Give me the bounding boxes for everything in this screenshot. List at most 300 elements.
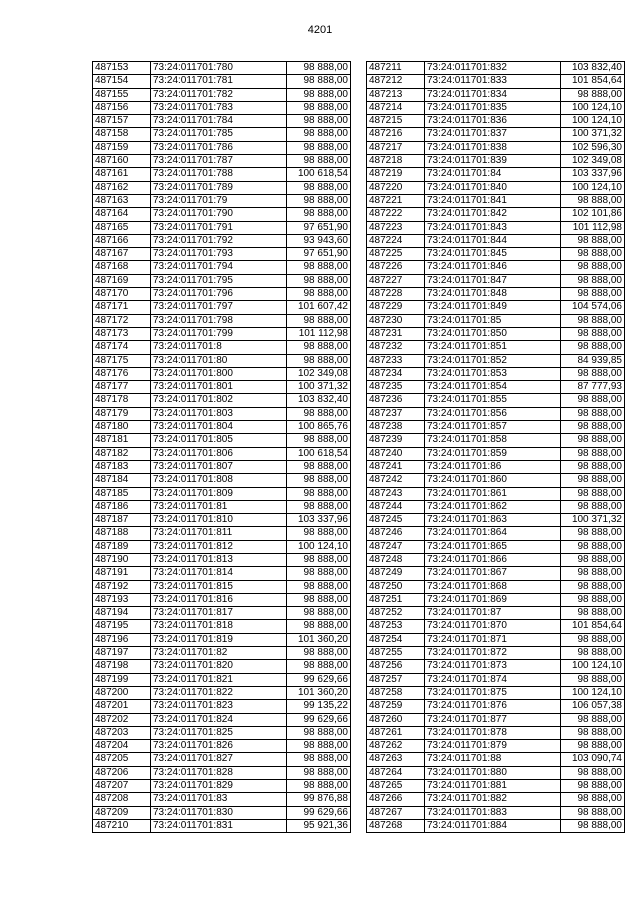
record-number-cell: 487200 [93, 686, 151, 699]
table-row [367, 288, 625, 301]
cadastral-value-cell: 98 888,00 [561, 460, 625, 473]
table-row [367, 314, 625, 327]
cadastral-number-cell: 73:24:011701:814 [151, 567, 287, 580]
cadastral-value-cell: 98 888,00 [287, 88, 351, 101]
record-number-cell: 487266 [367, 793, 425, 806]
cadastral-number-cell: 73:24:011701:830 [151, 806, 287, 819]
cadastral-number-cell: 73:24:011701:863 [425, 514, 561, 527]
cadastral-number-cell: 73:24:011701:840 [425, 181, 561, 194]
cadastral-number-cell: 73:24:011701:794 [151, 261, 287, 274]
table-row [367, 753, 625, 766]
table-row [367, 487, 625, 500]
table-row [367, 686, 625, 699]
cadastral-value-cell: 98 888,00 [561, 806, 625, 819]
record-number-cell: 487187 [93, 514, 151, 527]
cadastral-number-cell: 73:24:011701:838 [425, 141, 561, 154]
table-row [93, 314, 351, 327]
table-row [93, 341, 351, 354]
cadastral-number-cell: 73:24:011701:796 [151, 288, 287, 301]
table-row [93, 301, 351, 314]
record-number-cell: 487229 [367, 301, 425, 314]
cadastral-number-cell: 73:24:011701:803 [151, 407, 287, 420]
table-row [93, 713, 351, 726]
record-number-cell: 487156 [93, 101, 151, 114]
cadastral-value-cell: 98 888,00 [287, 141, 351, 154]
cadastral-value-cell: 98 888,00 [287, 314, 351, 327]
registry-table-right [366, 61, 625, 833]
cadastral-number-cell: 73:24:011701:802 [151, 394, 287, 407]
cadastral-value-cell: 98 888,00 [287, 726, 351, 739]
table-row [367, 88, 625, 101]
cadastral-number-cell: 73:24:011701:850 [425, 327, 561, 340]
table-row [93, 194, 351, 207]
record-number-cell: 487172 [93, 314, 151, 327]
cadastral-value-cell: 98 888,00 [287, 62, 351, 75]
table-row [367, 553, 625, 566]
cadastral-number-cell: 73:24:011701:870 [425, 620, 561, 633]
record-number-cell: 487166 [93, 234, 151, 247]
record-number-cell: 487174 [93, 341, 151, 354]
cadastral-number-cell: 73:24:011701:862 [425, 500, 561, 513]
record-number-cell: 487188 [93, 527, 151, 540]
table-row [367, 793, 625, 806]
table-row [367, 327, 625, 340]
cadastral-value-cell: 98 888,00 [561, 819, 625, 832]
cadastral-value-cell: 98 888,00 [561, 447, 625, 460]
cadastral-value-cell: 95 921,36 [287, 819, 351, 832]
cadastral-value-cell: 98 888,00 [561, 314, 625, 327]
cadastral-value-cell: 98 888,00 [561, 673, 625, 686]
table-row [93, 274, 351, 287]
cadastral-number-cell: 73:24:011701:849 [425, 301, 561, 314]
table-row [93, 806, 351, 819]
cadastral-value-cell: 98 888,00 [287, 620, 351, 633]
table-row [367, 633, 625, 646]
cadastral-value-cell: 98 888,00 [561, 633, 625, 646]
cadastral-number-cell: 73:24:011701:841 [425, 194, 561, 207]
cadastral-value-cell: 100 124,10 [561, 660, 625, 673]
record-number-cell: 487195 [93, 620, 151, 633]
record-number-cell: 487215 [367, 115, 425, 128]
cadastral-value-cell: 98 888,00 [287, 274, 351, 287]
table-row [367, 141, 625, 154]
cadastral-value-cell: 104 574,06 [561, 301, 625, 314]
cadastral-number-cell: 73:24:011701:784 [151, 115, 287, 128]
cadastral-value-cell: 100 124,10 [287, 540, 351, 553]
record-number-cell: 487254 [367, 633, 425, 646]
cadastral-number-cell: 73:24:011701:795 [151, 274, 287, 287]
record-number-cell: 487262 [367, 740, 425, 753]
cadastral-number-cell: 73:24:011701:80 [151, 354, 287, 367]
cadastral-number-cell: 73:24:011701:801 [151, 381, 287, 394]
cadastral-number-cell: 73:24:011701:869 [425, 593, 561, 606]
cadastral-number-cell: 73:24:011701:805 [151, 434, 287, 447]
record-number-cell: 487204 [93, 740, 151, 753]
record-number-cell: 487196 [93, 633, 151, 646]
record-number-cell: 487247 [367, 540, 425, 553]
cadastral-number-cell: 73:24:011701:856 [425, 407, 561, 420]
table-row [93, 381, 351, 394]
record-number-cell: 487253 [367, 620, 425, 633]
cadastral-value-cell: 98 888,00 [561, 527, 625, 540]
record-number-cell: 487189 [93, 540, 151, 553]
record-number-cell: 487256 [367, 660, 425, 673]
table-row [367, 75, 625, 88]
record-number-cell: 487240 [367, 447, 425, 460]
cadastral-value-cell: 102 101,86 [561, 208, 625, 221]
table-row [93, 421, 351, 434]
record-number-cell: 487194 [93, 607, 151, 620]
cadastral-number-cell: 73:24:011701:842 [425, 208, 561, 221]
cadastral-number-cell: 73:24:011701:808 [151, 474, 287, 487]
record-number-cell: 487179 [93, 407, 151, 420]
table-row [93, 248, 351, 261]
cadastral-value-cell: 98 888,00 [287, 101, 351, 114]
cadastral-number-cell: 73:24:011701:852 [425, 354, 561, 367]
cadastral-value-cell: 98 888,00 [287, 567, 351, 580]
record-number-cell: 487198 [93, 660, 151, 673]
table-row [93, 766, 351, 779]
cadastral-value-cell: 102 349,08 [287, 367, 351, 380]
cadastral-value-cell: 98 888,00 [561, 474, 625, 487]
cadastral-value-cell: 98 888,00 [287, 553, 351, 566]
table-row [93, 633, 351, 646]
record-number-cell: 487248 [367, 553, 425, 566]
cadastral-value-cell: 98 888,00 [561, 713, 625, 726]
table-row [93, 434, 351, 447]
table-row [93, 527, 351, 540]
record-number-cell: 487171 [93, 301, 151, 314]
table-row [93, 487, 351, 500]
table-row [93, 474, 351, 487]
cadastral-number-cell: 73:24:011701:815 [151, 580, 287, 593]
cadastral-value-cell: 100 124,10 [561, 686, 625, 699]
cadastral-value-cell: 98 888,00 [561, 288, 625, 301]
cadastral-value-cell: 98 888,00 [287, 474, 351, 487]
cadastral-value-cell: 102 596,30 [561, 141, 625, 154]
cadastral-number-cell: 73:24:011701:79 [151, 194, 287, 207]
cadastral-number-cell: 73:24:011701:839 [425, 155, 561, 168]
table-row [93, 234, 351, 247]
cadastral-value-cell: 98 888,00 [561, 726, 625, 739]
record-number-cell: 487210 [93, 819, 151, 832]
record-number-cell: 487177 [93, 381, 151, 394]
cadastral-value-cell: 98 888,00 [561, 341, 625, 354]
table-row [93, 540, 351, 553]
table-row [367, 221, 625, 234]
cadastral-value-cell: 99 629,66 [287, 713, 351, 726]
cadastral-value-cell: 98 888,00 [287, 407, 351, 420]
cadastral-value-cell: 100 371,32 [561, 514, 625, 527]
cadastral-number-cell: 73:24:011701:881 [425, 780, 561, 793]
cadastral-value-cell: 98 888,00 [561, 607, 625, 620]
cadastral-number-cell: 73:24:011701:791 [151, 221, 287, 234]
cadastral-number-cell: 73:24:011701:804 [151, 421, 287, 434]
cadastral-number-cell: 73:24:011701:799 [151, 327, 287, 340]
record-number-cell: 487221 [367, 194, 425, 207]
cadastral-number-cell: 73:24:011701:816 [151, 593, 287, 606]
cadastral-number-cell: 73:24:011701:797 [151, 301, 287, 314]
record-number-cell: 487257 [367, 673, 425, 686]
table-row [367, 208, 625, 221]
table-row [367, 447, 625, 460]
table-row [93, 673, 351, 686]
cadastral-number-cell: 73:24:011701:785 [151, 128, 287, 141]
record-number-cell: 487157 [93, 115, 151, 128]
cadastral-number-cell: 73:24:011701:781 [151, 75, 287, 88]
table-row [367, 407, 625, 420]
table-row [93, 740, 351, 753]
record-number-cell: 487238 [367, 421, 425, 434]
table-row [367, 194, 625, 207]
cadastral-value-cell: 102 349,08 [561, 155, 625, 168]
record-number-cell: 487250 [367, 580, 425, 593]
cadastral-number-cell: 73:24:011701:836 [425, 115, 561, 128]
cadastral-number-cell: 73:24:011701:864 [425, 527, 561, 540]
table-row [93, 447, 351, 460]
cadastral-value-cell: 98 888,00 [561, 540, 625, 553]
cadastral-value-cell: 98 888,00 [561, 580, 625, 593]
cadastral-value-cell: 100 124,10 [561, 101, 625, 114]
record-number-cell: 487207 [93, 780, 151, 793]
cadastral-number-cell: 73:24:011701:884 [425, 819, 561, 832]
table-row [367, 766, 625, 779]
record-number-cell: 487209 [93, 806, 151, 819]
record-number-cell: 487168 [93, 261, 151, 274]
cadastral-number-cell: 73:24:011701:865 [425, 540, 561, 553]
cadastral-value-cell: 98 888,00 [287, 354, 351, 367]
record-number-cell: 487222 [367, 208, 425, 221]
record-number-cell: 487164 [93, 208, 151, 221]
record-number-cell: 487246 [367, 527, 425, 540]
cadastral-number-cell: 73:24:011701:846 [425, 261, 561, 274]
cadastral-value-cell: 98 888,00 [561, 487, 625, 500]
table-row [93, 780, 351, 793]
cadastral-value-cell: 98 888,00 [561, 740, 625, 753]
record-number-cell: 487236 [367, 394, 425, 407]
cadastral-number-cell: 73:24:011701:813 [151, 553, 287, 566]
cadastral-value-cell: 101 360,20 [287, 686, 351, 699]
record-number-cell: 487205 [93, 753, 151, 766]
record-number-cell: 487199 [93, 673, 151, 686]
record-number-cell: 487241 [367, 460, 425, 473]
record-number-cell: 487208 [93, 793, 151, 806]
record-number-cell: 487237 [367, 407, 425, 420]
record-number-cell: 487182 [93, 447, 151, 460]
table-row [93, 567, 351, 580]
cadastral-number-cell: 73:24:011701:854 [425, 381, 561, 394]
table-row [367, 474, 625, 487]
cadastral-value-cell: 99 629,66 [287, 673, 351, 686]
record-number-cell: 487244 [367, 500, 425, 513]
page-number: 4201 [307, 24, 333, 36]
cadastral-value-cell: 98 888,00 [561, 407, 625, 420]
record-number-cell: 487234 [367, 367, 425, 380]
table-row [93, 155, 351, 168]
record-number-cell: 487173 [93, 327, 151, 340]
cadastral-value-cell: 98 888,00 [287, 500, 351, 513]
table-row [93, 514, 351, 527]
record-number-cell: 487218 [367, 155, 425, 168]
record-number-cell: 487184 [93, 474, 151, 487]
table-row [93, 75, 351, 88]
cadastral-value-cell: 98 888,00 [561, 553, 625, 566]
cadastral-value-cell: 98 888,00 [561, 261, 625, 274]
cadastral-number-cell: 73:24:011701:882 [425, 793, 561, 806]
record-number-cell: 487191 [93, 567, 151, 580]
table-row [367, 341, 625, 354]
record-number-cell: 487226 [367, 261, 425, 274]
record-number-cell: 487252 [367, 607, 425, 620]
cadastral-value-cell: 98 888,00 [287, 115, 351, 128]
cadastral-value-cell: 99 629,66 [287, 806, 351, 819]
cadastral-value-cell: 98 888,00 [287, 780, 351, 793]
record-number-cell: 487224 [367, 234, 425, 247]
cadastral-value-cell: 101 854,64 [561, 75, 625, 88]
record-number-cell: 487223 [367, 221, 425, 234]
cadastral-value-cell: 98 888,00 [287, 341, 351, 354]
record-number-cell: 487163 [93, 194, 151, 207]
cadastral-number-cell: 73:24:011701:826 [151, 740, 287, 753]
table-row [93, 793, 351, 806]
cadastral-value-cell: 93 943,60 [287, 234, 351, 247]
cadastral-number-cell: 73:24:011701:824 [151, 713, 287, 726]
table-row [367, 567, 625, 580]
record-number-cell: 487178 [93, 394, 151, 407]
cadastral-number-cell: 73:24:011701:867 [425, 567, 561, 580]
table-row [93, 686, 351, 699]
cadastral-value-cell: 97 651,90 [287, 221, 351, 234]
record-number-cell: 487201 [93, 700, 151, 713]
record-number-cell: 487217 [367, 141, 425, 154]
record-number-cell: 487159 [93, 141, 151, 154]
table-row [93, 327, 351, 340]
cadastral-value-cell: 101 854,64 [561, 620, 625, 633]
cadastral-value-cell: 103 337,96 [561, 168, 625, 181]
cadastral-value-cell: 98 888,00 [561, 327, 625, 340]
table-row [367, 780, 625, 793]
table-row [367, 128, 625, 141]
cadastral-number-cell: 73:24:011701:811 [151, 527, 287, 540]
cadastral-value-cell: 98 888,00 [561, 793, 625, 806]
cadastral-number-cell: 73:24:011701:789 [151, 181, 287, 194]
record-number-cell: 487251 [367, 593, 425, 606]
record-number-cell: 487245 [367, 514, 425, 527]
cadastral-number-cell: 73:24:011701:843 [425, 221, 561, 234]
cadastral-number-cell: 73:24:011701:807 [151, 460, 287, 473]
record-number-cell: 487203 [93, 726, 151, 739]
cadastral-number-cell: 73:24:011701:837 [425, 128, 561, 141]
cadastral-value-cell: 98 888,00 [561, 394, 625, 407]
cadastral-value-cell: 100 371,32 [287, 381, 351, 394]
table-row [93, 407, 351, 420]
cadastral-number-cell: 73:24:011701:88 [425, 753, 561, 766]
cadastral-number-cell: 73:24:011701:87 [425, 607, 561, 620]
cadastral-value-cell: 98 888,00 [287, 181, 351, 194]
cadastral-number-cell: 73:24:011701:793 [151, 248, 287, 261]
cadastral-number-cell: 73:24:011701:858 [425, 434, 561, 447]
table-row [93, 288, 351, 301]
cadastral-value-cell: 98 888,00 [287, 434, 351, 447]
cadastral-number-cell: 73:24:011701:833 [425, 75, 561, 88]
record-number-cell: 487211 [367, 62, 425, 75]
record-number-cell: 487264 [367, 766, 425, 779]
cadastral-number-cell: 73:24:011701:780 [151, 62, 287, 75]
cadastral-value-cell: 98 888,00 [561, 647, 625, 660]
record-number-cell: 487268 [367, 819, 425, 832]
record-number-cell: 487231 [367, 327, 425, 340]
table-row [367, 540, 625, 553]
cadastral-number-cell: 73:24:011701:81 [151, 500, 287, 513]
table-row [93, 647, 351, 660]
table-row [367, 101, 625, 114]
record-number-cell: 487176 [93, 367, 151, 380]
table-row [93, 460, 351, 473]
cadastral-number-cell: 73:24:011701:831 [151, 819, 287, 832]
cadastral-value-cell: 98 888,00 [287, 607, 351, 620]
record-number-cell: 487249 [367, 567, 425, 580]
record-number-cell: 487185 [93, 487, 151, 500]
cadastral-value-cell: 98 888,00 [561, 194, 625, 207]
record-number-cell: 487235 [367, 381, 425, 394]
table-row [93, 593, 351, 606]
table-row [93, 354, 351, 367]
cadastral-number-cell: 73:24:011701:86 [425, 460, 561, 473]
table-row [367, 354, 625, 367]
table-row [93, 208, 351, 221]
cadastral-value-cell: 98 888,00 [561, 234, 625, 247]
cadastral-number-cell: 73:24:011701:820 [151, 660, 287, 673]
record-number-cell: 487183 [93, 460, 151, 473]
table-row [367, 301, 625, 314]
cadastral-value-cell: 99 135,22 [287, 700, 351, 713]
table-row [93, 753, 351, 766]
cadastral-value-cell: 98 888,00 [287, 288, 351, 301]
record-number-cell: 487219 [367, 168, 425, 181]
cadastral-number-cell: 73:24:011701:829 [151, 780, 287, 793]
cadastral-value-cell: 106 057,38 [561, 700, 625, 713]
cadastral-value-cell: 98 888,00 [287, 194, 351, 207]
cadastral-number-cell: 73:24:011701:878 [425, 726, 561, 739]
cadastral-number-cell: 73:24:011701:8 [151, 341, 287, 354]
table-row [93, 88, 351, 101]
table-row [93, 115, 351, 128]
cadastral-number-cell: 73:24:011701:834 [425, 88, 561, 101]
record-number-cell: 487154 [93, 75, 151, 88]
record-number-cell: 487155 [93, 88, 151, 101]
record-number-cell: 487260 [367, 713, 425, 726]
record-number-cell: 487169 [93, 274, 151, 287]
table-row [93, 819, 351, 832]
cadastral-number-cell: 73:24:011701:800 [151, 367, 287, 380]
cadastral-number-cell: 73:24:011701:790 [151, 208, 287, 221]
record-number-cell: 487213 [367, 88, 425, 101]
record-number-cell: 487225 [367, 248, 425, 261]
cadastral-value-cell: 101 112,98 [287, 327, 351, 340]
table-row [367, 181, 625, 194]
cadastral-value-cell: 98 888,00 [561, 274, 625, 287]
record-number-cell: 487167 [93, 248, 151, 261]
cadastral-value-cell: 98 888,00 [561, 766, 625, 779]
table-row [367, 248, 625, 261]
table-row [93, 261, 351, 274]
cadastral-value-cell: 98 888,00 [287, 766, 351, 779]
record-number-cell: 487263 [367, 753, 425, 766]
table-row [367, 460, 625, 473]
cadastral-number-cell: 73:24:011701:868 [425, 580, 561, 593]
table-row [367, 514, 625, 527]
table-row [367, 381, 625, 394]
